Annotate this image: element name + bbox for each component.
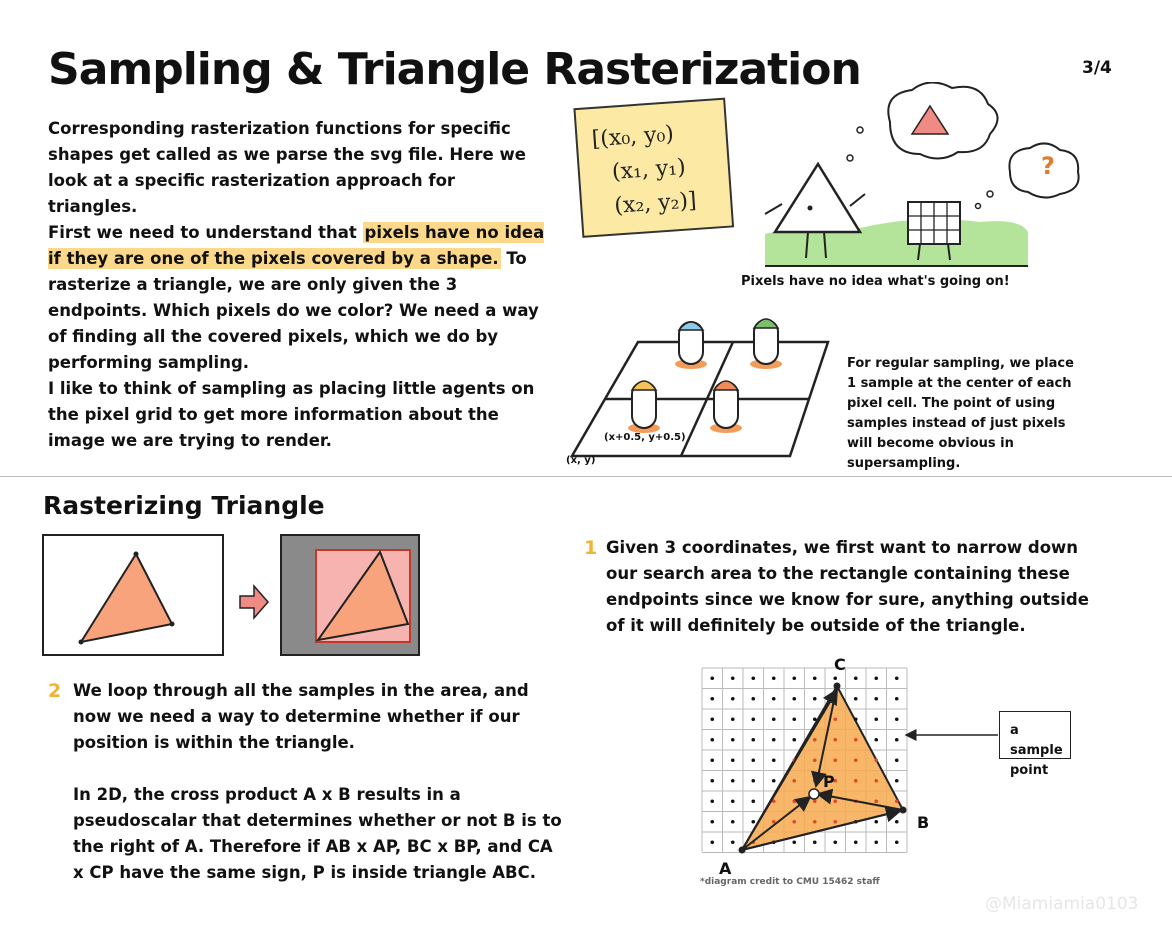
label-b: B	[917, 813, 930, 832]
sample-dot	[895, 799, 899, 803]
sample-agent-icon	[675, 322, 707, 369]
sample-agent-icon	[750, 319, 782, 369]
sample-dot	[731, 820, 735, 824]
sample-dot	[731, 717, 735, 721]
note-line-2: (x₁, y₁)	[611, 154, 687, 185]
sample-dot	[710, 840, 714, 844]
intro-paragraph-3: I like to think of sampling as placing little agents on the pixel grid to get more information about the image we are trying to render.	[48, 379, 535, 450]
sample-dot	[731, 840, 735, 844]
sample-dot	[751, 758, 755, 762]
sample-dot	[792, 840, 796, 844]
sample-dot	[772, 717, 776, 721]
sample-dot	[833, 738, 837, 742]
sample-dot	[751, 820, 755, 824]
label-a: A	[719, 859, 732, 878]
center-coordinate-label: (x+0.5, y+0.5)	[604, 432, 686, 443]
question-mark: ?	[1041, 152, 1055, 180]
sample-dot	[751, 717, 755, 721]
sample-dot	[895, 697, 899, 701]
sample-dot	[854, 779, 858, 783]
sample-dot	[710, 697, 714, 701]
section-divider	[0, 476, 1172, 477]
diagram-credit: *diagram credit to CMU 15462 staff	[700, 877, 880, 887]
sample-dot	[895, 840, 899, 844]
intro-paragraph-2-end: To rasterize a triangle, we are only given the 3 endpoints. Which pixels do we color? We need a way of finding all the covered pixels, which we do by performing sampling.	[48, 249, 539, 372]
label-c: C	[834, 655, 846, 674]
sample-dot	[792, 676, 796, 680]
coordinates-note-text	[591, 113, 748, 225]
sample-dot	[813, 820, 817, 824]
label-p: P	[823, 772, 835, 791]
sample-dot	[751, 697, 755, 701]
highlighted-text: pixels have no idea if they are one of the pixels covered by a shape.	[48, 223, 545, 268]
sample-dot	[854, 676, 858, 680]
sample-dot	[710, 779, 714, 783]
arrow-right-icon	[240, 586, 268, 618]
sample-dot	[854, 840, 858, 844]
bounding-box-figure	[42, 534, 422, 658]
sample-dot	[813, 738, 817, 742]
sample-dot	[731, 738, 735, 742]
sample-dot	[731, 697, 735, 701]
sample-dot	[772, 758, 776, 762]
sample-dot	[813, 799, 817, 803]
sample-dot	[833, 820, 837, 824]
thought-bubble-question-icon	[976, 143, 1079, 208]
sample-dot	[895, 820, 899, 824]
point-p	[809, 789, 819, 799]
sample-dot	[792, 799, 796, 803]
sample-dot	[731, 676, 735, 680]
sample-dot	[710, 738, 714, 742]
sample-dot	[833, 758, 837, 762]
sample-dot	[874, 799, 878, 803]
sample-dot	[710, 758, 714, 762]
sample-dot	[792, 779, 796, 783]
sample-dot	[833, 799, 837, 803]
sample-dot	[710, 676, 714, 680]
thought-bubble-triangle-icon	[847, 82, 998, 161]
sample-dot	[792, 820, 796, 824]
page-number: 3/4	[1082, 58, 1112, 78]
sample-dot	[813, 676, 817, 680]
sample-dot	[874, 758, 878, 762]
sample-dot	[874, 779, 878, 783]
page-title: Sampling & Triangle Rasterization	[48, 44, 861, 95]
intro-paragraph-2-start: First we need to understand that	[48, 223, 363, 242]
sample-dot	[895, 717, 899, 721]
sample-dot	[854, 697, 858, 701]
sample-dot	[874, 738, 878, 742]
sample-dot	[895, 738, 899, 742]
illustration-caption: Pixels have no idea what's going on!	[741, 274, 1010, 289]
sample-dot	[731, 799, 735, 803]
section-heading: Rasterizing Triangle	[43, 491, 325, 520]
intro-paragraph-1: Corresponding rasterization functions for specific shapes get called as we parse the svg file. Here we look at a specific rasterization approach for triangles.	[48, 119, 526, 216]
sample-dot	[833, 676, 837, 680]
point-in-triangle-diagram	[700, 660, 1000, 872]
sample-dot	[895, 779, 899, 783]
sample-point-label: a sample point	[999, 711, 1071, 759]
sample-dot	[792, 697, 796, 701]
sample-dot	[833, 840, 837, 844]
sample-dot	[813, 758, 817, 762]
sample-dot	[854, 758, 858, 762]
sample-dot	[854, 738, 858, 742]
sample-dot	[895, 758, 899, 762]
sampling-caption: For regular sampling, we place 1 sample at the center of each pixel cell. The point of using samples instead of just pixels will become obvious in supersampling.	[847, 356, 1074, 471]
step-1-number: 1	[584, 537, 598, 559]
triangle-abc	[742, 686, 903, 850]
sample-dot	[710, 820, 714, 824]
sample-dot	[751, 799, 755, 803]
step-2-text-a: We loop through all the samples in the area, and now we need a way to determine whether if our position is within the triangle.	[73, 681, 529, 752]
note-line-1: [(x₀, y₀)	[590, 121, 675, 153]
sample-dot	[772, 779, 776, 783]
sample-dot	[895, 676, 899, 680]
sample-agent-icon	[710, 381, 742, 433]
sampling-grid-figure	[560, 296, 840, 464]
sample-dot	[833, 717, 837, 721]
sample-dot	[710, 799, 714, 803]
sample-dot	[813, 717, 817, 721]
sample-dot	[874, 820, 878, 824]
sample-dot	[854, 717, 858, 721]
corner-coordinate-label: (x, y)	[566, 455, 596, 466]
step-2-text-b: In 2D, the cross product A x B results in a pseudoscalar that determines whether or not B is to the right of A. Therefore if AB x AP, BC x BP, and CA x CP have the same sign, P is inside triangle ABC.	[73, 785, 562, 882]
sample-dot	[874, 697, 878, 701]
note-line-3: (x₂, y₂)]	[613, 188, 698, 219]
sample-dot	[772, 738, 776, 742]
sample-dot	[751, 779, 755, 783]
sample-dot	[792, 738, 796, 742]
step-2-number: 2	[48, 680, 62, 702]
sample-dot	[813, 697, 817, 701]
sample-dot	[792, 717, 796, 721]
sample-dot	[751, 676, 755, 680]
sample-dot	[874, 717, 878, 721]
watermark: @Miamiamia0103	[985, 894, 1139, 914]
sample-dot	[710, 717, 714, 721]
step-1-text: Given 3 coordinates, we first want to narrow down our search area to the rectangle containing these endpoints since we know for sure, anything outside of it will definitely be outside of the triangle.	[606, 538, 1089, 635]
sample-dot	[731, 779, 735, 783]
sample-dot	[813, 840, 817, 844]
sample-dot	[874, 676, 878, 680]
sample-dot	[731, 758, 735, 762]
sample-dot	[772, 697, 776, 701]
sample-dot	[772, 676, 776, 680]
intro-paragraph-2	[48, 220, 548, 376]
sample-dot	[751, 738, 755, 742]
sample-agent-icon	[628, 381, 660, 433]
sample-dot	[874, 840, 878, 844]
